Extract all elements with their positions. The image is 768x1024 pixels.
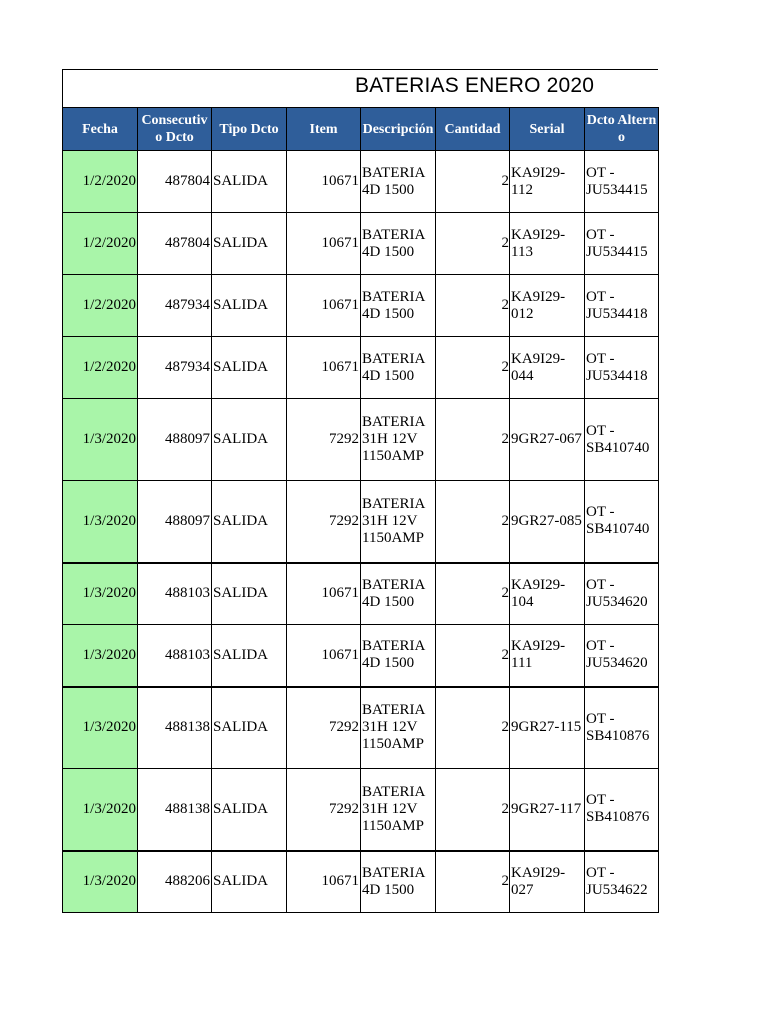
cell-fecha[interactable]: 1/2/2020 xyxy=(63,213,138,275)
table-row xyxy=(63,769,659,851)
cell-fecha[interactable]: 1/3/2020 xyxy=(63,625,138,687)
cell-consecutivo[interactable]: 487804 xyxy=(138,151,212,213)
cell-dcto-alterno[interactable]: OT - SB410876 xyxy=(585,687,659,769)
cell-serial[interactable]: 9GR27-115 xyxy=(510,687,585,769)
spreadsheet xyxy=(62,69,658,913)
cell-item[interactable]: 7292 xyxy=(287,769,361,851)
sheet-title: BATERIAS ENERO 2020 xyxy=(355,74,595,97)
table-row xyxy=(63,625,659,687)
cell-fecha[interactable]: 1/2/2020 xyxy=(63,337,138,399)
cell-item[interactable]: 7292 xyxy=(287,481,361,563)
cell-item[interactable]: 7292 xyxy=(287,399,361,481)
cell-cantidad[interactable]: 2 xyxy=(436,769,510,851)
cell-fecha[interactable]: 1/2/2020 xyxy=(63,275,138,337)
cell-dcto-alterno[interactable]: OT - JU534418 xyxy=(585,337,659,399)
cell-serial[interactable]: 9GR27-117 xyxy=(510,769,585,851)
cell-consecutivo[interactable]: 488097 xyxy=(138,399,212,481)
cell-tipo-dcto[interactable]: SALIDA xyxy=(212,563,287,625)
cell-cantidad[interactable]: 2 xyxy=(436,151,510,213)
table-row xyxy=(63,563,659,625)
header-serial[interactable]: Serial xyxy=(510,108,585,151)
cell-tipo-dcto[interactable]: SALIDA xyxy=(212,399,287,481)
cell-consecutivo[interactable]: 488138 xyxy=(138,687,212,769)
cell-descripcion[interactable]: BATERIA 4D 1500 xyxy=(361,151,436,213)
cell-cantidad[interactable]: 2 xyxy=(436,399,510,481)
header-fecha[interactable]: Fecha xyxy=(63,108,138,151)
cell-fecha[interactable]: 1/3/2020 xyxy=(63,851,138,913)
table-row xyxy=(63,337,659,399)
header-dcto-alterno[interactable]: Dcto Alterno xyxy=(585,108,659,151)
cell-serial[interactable]: 9GR27-085 xyxy=(510,481,585,563)
cell-item[interactable]: 10671 xyxy=(287,625,361,687)
cell-descripcion[interactable]: BATERIA 4D 1500 xyxy=(361,275,436,337)
cell-cantidad[interactable]: 2 xyxy=(436,275,510,337)
table-row xyxy=(63,851,659,913)
cell-consecutivo[interactable]: 487804 xyxy=(138,213,212,275)
cell-fecha[interactable]: 1/3/2020 xyxy=(63,769,138,851)
cell-item[interactable]: 10671 xyxy=(287,275,361,337)
cell-tipo-dcto[interactable]: SALIDA xyxy=(212,687,287,769)
table-row xyxy=(63,275,659,337)
cell-consecutivo[interactable]: 488103 xyxy=(138,563,212,625)
cell-serial[interactable]: KA9I29-044 xyxy=(510,337,585,399)
cell-serial[interactable]: KA9I29-113 xyxy=(510,213,585,275)
cell-tipo-dcto[interactable]: SALIDA xyxy=(212,851,287,913)
cell-item[interactable]: 10671 xyxy=(287,337,361,399)
cell-descripcion[interactable]: BATERIA 4D 1500 xyxy=(361,563,436,625)
header-item[interactable]: Item xyxy=(287,108,361,151)
cell-consecutivo[interactable]: 488103 xyxy=(138,625,212,687)
cell-cantidad[interactable]: 2 xyxy=(436,625,510,687)
cell-cantidad[interactable]: 2 xyxy=(436,337,510,399)
cell-item[interactable]: 10671 xyxy=(287,151,361,213)
table-row xyxy=(63,481,659,563)
cell-tipo-dcto[interactable]: SALIDA xyxy=(212,275,287,337)
table-row xyxy=(63,213,659,275)
cell-tipo-dcto[interactable]: SALIDA xyxy=(212,625,287,687)
cell-serial[interactable]: KA9I29-112 xyxy=(510,151,585,213)
cell-descripcion[interactable]: BATERIA 4D 1500 xyxy=(361,213,436,275)
cell-serial[interactable]: KA9I29-111 xyxy=(510,625,585,687)
cell-consecutivo[interactable]: 487934 xyxy=(138,275,212,337)
cell-cantidad[interactable]: 2 xyxy=(436,481,510,563)
cell-fecha[interactable]: 1/3/2020 xyxy=(63,481,138,563)
cell-serial[interactable]: 9GR27-067 xyxy=(510,399,585,481)
cell-dcto-alterno[interactable]: OT - SB410740 xyxy=(585,399,659,481)
cell-dcto-alterno[interactable]: OT - JU534418 xyxy=(585,275,659,337)
header-tipo-dcto[interactable]: Tipo Dcto xyxy=(212,108,287,151)
cell-fecha[interactable]: 1/2/2020 xyxy=(63,151,138,213)
cell-dcto-alterno[interactable]: OT - JU534622 xyxy=(585,851,659,913)
header-row xyxy=(63,108,659,151)
title-row xyxy=(62,69,658,107)
cell-fecha[interactable]: 1/3/2020 xyxy=(63,563,138,625)
cell-descripcion[interactable]: BATERIA 31H 12V 1150AMP xyxy=(361,481,436,563)
cell-cantidad[interactable]: 2 xyxy=(436,851,510,913)
cell-fecha[interactable]: 1/3/2020 xyxy=(63,399,138,481)
cell-tipo-dcto[interactable]: SALIDA xyxy=(212,769,287,851)
cell-dcto-alterno[interactable]: OT - SB410740 xyxy=(585,481,659,563)
cell-serial[interactable]: KA9I29-027 xyxy=(510,851,585,913)
cell-fecha[interactable]: 1/3/2020 xyxy=(63,687,138,769)
cell-cantidad[interactable]: 2 xyxy=(436,687,510,769)
baterias-table xyxy=(62,107,659,913)
header-cantidad[interactable]: Cantidad xyxy=(436,108,510,151)
cell-descripcion[interactable]: BATERIA 31H 12V 1150AMP xyxy=(361,769,436,851)
cell-dcto-alterno[interactable]: OT - JU534620 xyxy=(585,625,659,687)
cell-item[interactable]: 10671 xyxy=(287,563,361,625)
table-row xyxy=(63,151,659,213)
header-descripcion[interactable]: Descripción xyxy=(361,108,436,151)
cell-descripcion[interactable]: BATERIA 31H 12V 1150AMP xyxy=(361,399,436,481)
cell-item[interactable]: 10671 xyxy=(287,213,361,275)
cell-tipo-dcto[interactable]: SALIDA xyxy=(212,337,287,399)
header-consecutivo[interactable]: Consecutivo Dcto xyxy=(138,108,212,151)
cell-dcto-alterno[interactable]: OT - SB410876 xyxy=(585,769,659,851)
cell-serial[interactable]: KA9I29-104 xyxy=(510,563,585,625)
cell-consecutivo[interactable]: 488097 xyxy=(138,481,212,563)
cell-cantidad[interactable]: 2 xyxy=(436,563,510,625)
cell-item[interactable]: 10671 xyxy=(287,851,361,913)
cell-consecutivo[interactable]: 487934 xyxy=(138,337,212,399)
cell-dcto-alterno[interactable]: OT - JU534415 xyxy=(585,151,659,213)
cell-descripcion[interactable]: BATERIA 4D 1500 xyxy=(361,851,436,913)
cell-serial[interactable]: KA9I29-012 xyxy=(510,275,585,337)
cell-descripcion[interactable]: BATERIA 4D 1500 xyxy=(361,625,436,687)
cell-item[interactable]: 7292 xyxy=(287,687,361,769)
cell-tipo-dcto[interactable]: SALIDA xyxy=(212,213,287,275)
cell-descripcion[interactable]: BATERIA 31H 12V 1150AMP xyxy=(361,687,436,769)
cell-tipo-dcto[interactable]: SALIDA xyxy=(212,481,287,563)
cell-consecutivo[interactable]: 488206 xyxy=(138,851,212,913)
table-row xyxy=(63,399,659,481)
table-row xyxy=(63,687,659,769)
cell-tipo-dcto[interactable]: SALIDA xyxy=(212,151,287,213)
cell-dcto-alterno[interactable]: OT - JU534620 xyxy=(585,563,659,625)
cell-dcto-alterno[interactable]: OT - JU534415 xyxy=(585,213,659,275)
cell-consecutivo[interactable]: 488138 xyxy=(138,769,212,851)
cell-cantidad[interactable]: 2 xyxy=(436,213,510,275)
cell-descripcion[interactable]: BATERIA 4D 1500 xyxy=(361,337,436,399)
